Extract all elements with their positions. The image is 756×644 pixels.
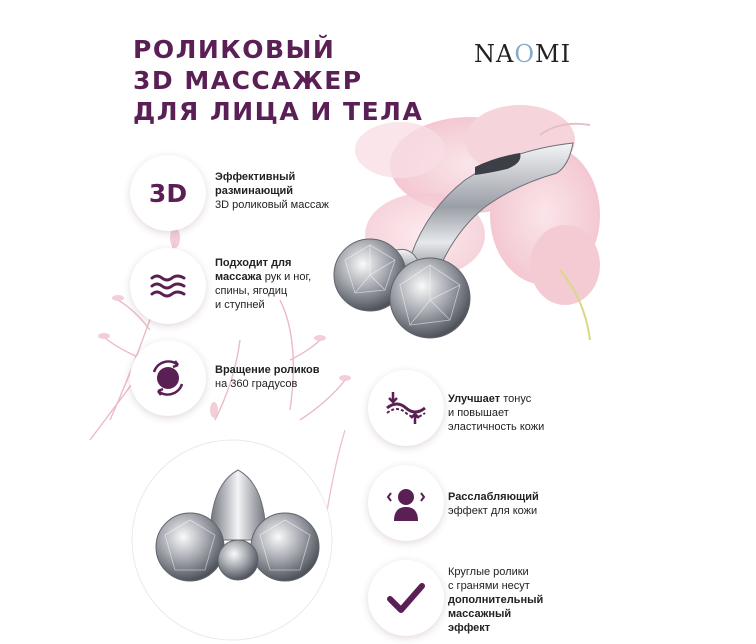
feature-facets-line1: Круглые ролики (448, 566, 529, 578)
title-line-3: ДЛЯ ЛИЦА И ТЕЛА (133, 97, 424, 126)
feature-skin-line1-rest: тонус (500, 393, 532, 405)
feature-skin-line2: и повышает (448, 407, 509, 419)
roller-front-image (150, 465, 325, 590)
brand-logo (474, 40, 571, 68)
feature-icon-circle-skin (368, 370, 444, 446)
feature-icon-circle-face (368, 465, 444, 541)
feature-facets-line2: с гранями несут (448, 580, 530, 592)
feature-relax-line1: Расслабляющий (448, 491, 539, 503)
feature-3d-line1: Эффективный (215, 171, 296, 183)
feature-relax (448, 490, 539, 518)
feature-3d-line2: разминающий (215, 185, 294, 197)
rotation-icon (148, 358, 188, 398)
feature-rotation-line2: на 360 градусов (215, 378, 298, 390)
title-line-1: РОЛИКОВЫЙ (133, 35, 336, 64)
feature-3d-line3: 3D роликовый массаж (215, 199, 329, 211)
feature-skin-line1 (448, 392, 544, 406)
feature-rotation-line1: Вращение роликов (215, 364, 320, 376)
brand-part-1: NA (474, 40, 515, 68)
product-title (133, 34, 423, 127)
feature-relax-line2: эффект для кожи (448, 505, 538, 517)
brand-part-3: MI (535, 40, 572, 68)
feature-rotation (215, 363, 320, 391)
waves-icon (149, 273, 187, 299)
feature-body-massage (215, 256, 311, 312)
feature-skin-line3: эластичность кожи (448, 421, 545, 433)
feature-body-line4: и ступней (215, 299, 265, 311)
feature-icon-circle-3d (130, 155, 206, 231)
feature-skin-tone (448, 392, 544, 434)
title-line-2: 3D МАССАЖЕР (133, 66, 363, 95)
feature-body-line3: спины, ягодиц (215, 285, 288, 297)
feature-body-line2 (215, 270, 311, 284)
brand-part-2: O (514, 40, 536, 68)
feature-facets-line5: эффект (448, 622, 491, 634)
feature-icon-circle-rotation (130, 340, 206, 416)
feature-facets (448, 565, 543, 635)
feature-facets-line4: массажный (448, 608, 512, 620)
face-relax-icon (386, 483, 426, 523)
skin-tone-icon (385, 388, 427, 428)
feature-3d-massage (215, 170, 329, 212)
feature-body-line2-bold: массажа (215, 271, 262, 283)
feature-icon-circle-check (368, 560, 444, 636)
feature-body-line1: Подходит для (215, 257, 292, 269)
feature-icon-circle-waves (130, 248, 206, 324)
roller-massager-image (325, 135, 580, 350)
3d-text-icon: 3D (148, 178, 188, 208)
checkmark-icon (386, 582, 426, 614)
feature-skin-line1-bold: Улучшает (448, 393, 501, 405)
feature-body-line2-rest: рук и ног, (261, 271, 312, 283)
feature-facets-line3: дополнительный (448, 594, 544, 606)
